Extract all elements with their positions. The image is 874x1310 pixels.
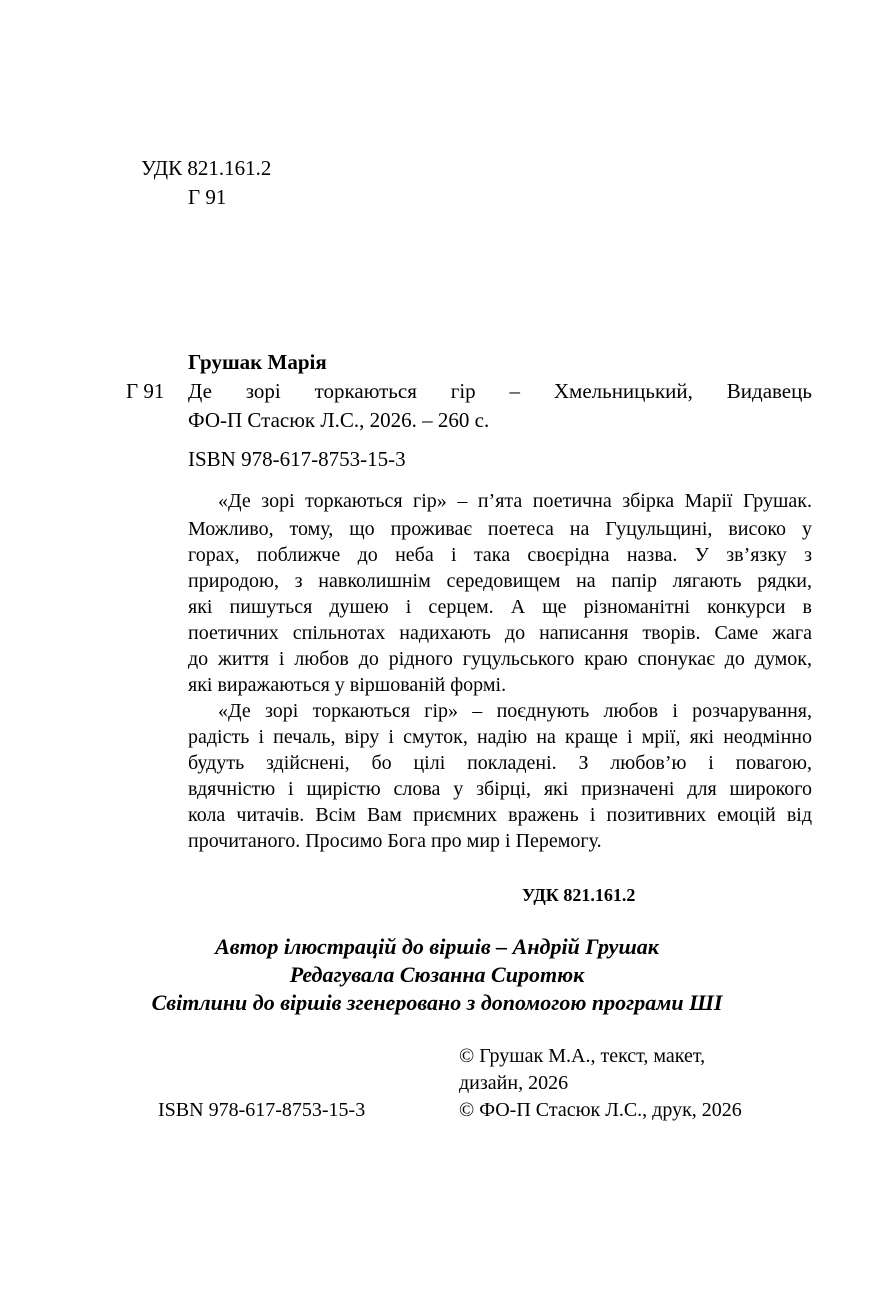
annotation-line: будуть здійснені, бо цілі покладені. З любов’ю і повагою, xyxy=(188,752,812,774)
imprint-isbn: ISBN 978-617-8753-15-3 xyxy=(158,1099,366,1121)
catalog-title-word: Видавець xyxy=(726,379,812,403)
annotation-line: «Де зорі торкаються гір» – поєднують любов і розчарування, xyxy=(218,700,812,722)
annotation-line: природою, з навколишнім середовищем на папір лягають рядки, xyxy=(188,570,812,592)
photos-credit: Світлини до віршів згенеровано з допомогою програми ШІ xyxy=(151,990,723,1015)
copyright-author-line-1: © Грушак М.А., текст, макет, xyxy=(459,1045,706,1067)
annotation-line: до життя і любов до рідного гуцульського краю спонукає до думок, xyxy=(188,648,812,670)
catalog-title-line-2: ФО-П Стасюк Л.С., 2026. – 260 с. xyxy=(188,408,490,432)
footer-udk: УДК 821.161.2 xyxy=(522,885,636,905)
copyright-printer: © ФО-П Стасюк Л.С., друк, 2026 xyxy=(459,1099,742,1121)
catalog-isbn: ISBN 978-617-8753-15-3 xyxy=(188,447,406,471)
catalog-title-word: Де xyxy=(188,379,212,403)
illustrations-credit: Автор ілюстрацій до віршів – Андрій Грушак xyxy=(215,934,659,959)
catalog-title-word: зорі xyxy=(245,379,281,403)
author-mark-code: Г 91 xyxy=(188,185,227,209)
udk-code: УДК 821.161.2 xyxy=(141,156,272,180)
catalog-title-word: гір xyxy=(450,379,476,403)
catalog-author: Грушак Марія xyxy=(188,350,327,374)
annotation-line: вдячністю і щирістю слова у збірці, які призначені для широкого xyxy=(188,778,812,800)
annotation-line: «Де зорі торкаються гір» – п’ята поетична збірка Марії Грушак. xyxy=(218,490,812,512)
catalog-title-line-1 xyxy=(188,378,812,404)
annotation-line: які виражаються у віршованій формі. xyxy=(188,674,507,696)
editor-credit: Редагувала Сюзанна Сиротюк xyxy=(289,962,585,987)
annotation-line: радість і печаль, віру і смуток, надію на краще і мрії, які неодмінно xyxy=(188,726,812,748)
copyright-author-line-2: дизайн, 2026 xyxy=(459,1072,569,1094)
catalog-title-word: торкаються xyxy=(314,379,417,403)
catalog-title-word: Хмельницький, xyxy=(553,379,693,403)
annotation-line: поетичних спільнотах надихають до написання творів. Саме жага xyxy=(188,622,812,644)
catalog-code: Г 91 xyxy=(126,379,165,403)
annotation-line: Можливо, тому, що проживає поетеса на Гуцульщині, високо у xyxy=(188,518,812,540)
annotation-line: які пишуться душею і серцем. А ще різноманітні конкурси в xyxy=(188,596,812,618)
annotation-line: прочитаного. Просимо Бога про мир і Перемогу. xyxy=(188,830,602,852)
annotation-line: горах, поближче до неба і така своєрідна назва. У зв’язку з xyxy=(188,544,812,566)
catalog-title-word: – xyxy=(509,379,521,403)
annotation-line: кола читачів. Всім Вам приємних вражень і позитивних емоцій від xyxy=(188,804,812,826)
